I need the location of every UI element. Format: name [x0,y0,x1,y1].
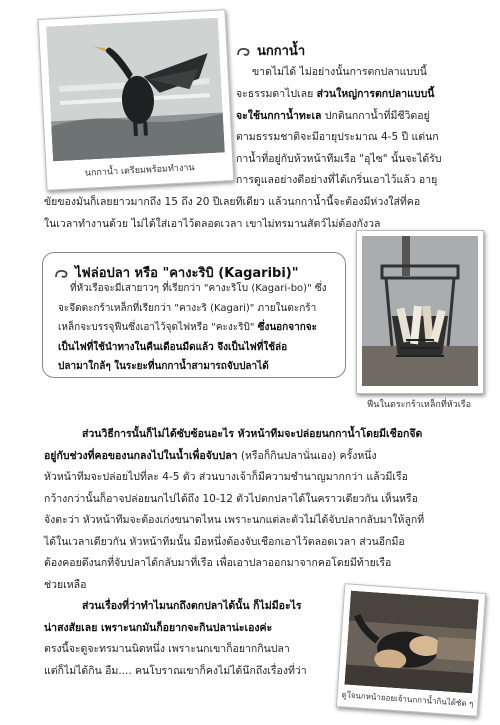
section-heading-kagaribi: ไฟล่อปลา หรือ "คางะริบิ (Kagaribi)" [54,262,299,283]
basket-photo [356,230,484,394]
hands-image [344,591,478,694]
section3-text: ส่วนวิธีการนั้นก็ไม่ได้ซับซ้อนอะไร หัวหน้าทีมจะปล่อยนกกาน้ำโดยมีเชือกจึด อยู่กับช่วงที่คอของนกลงไปในน้ำเพื่อจับปลา (หรือก็กินปลานั่นเอง) ครั้งหนึ่ง หัวหน้าทีมจะปล่อยไปที่ละ 4-5 ตัว ส่วนบางเจ้าก็มีความชำนาญมากกว่า แล้วมีเรือ กว้างกว่านั้นก็อาจปล่อยนกไปได้ถึง 10-12 ตัวไปตกปลาได้ในคราวเดียวกัน เห็นหรือ จังตะว่า หัวหน้าทีมจะต้องเก่งขนาดไหน เพราะนกแต่ละตัวไม่ได้จับปลากลับมาให้ลูกที่ ได้ในเวลาเดียวกัน หัวหน้าทีมนั้น มือหนึ่งต้องจับเชือกเอาไว้ตลอดเวลา ส่วนอีกมือ ต้องคอยดึงนกที่จับปลาได้กลับมาที่เรือ เพื่อเอาปลาออกมาจากคอโดยมีท้ายเรือ ช่วยเหลือ [44,428,425,591]
hands-photo [336,583,486,717]
section1-text-right: ขาดไม่ได้ ไม่อย่างนั้นการตกปลาแบบนี้ [252,66,427,78]
basket-image [362,236,478,386]
cormorant-caption: นกกาน้ำ เตรียมพร้อมทำงาน [84,163,195,179]
swirl-icon [54,268,72,280]
hands-caption: ดูใจนกหน้ายอยเจ้านกกาน้ำกินได้ชัด ๆ [341,690,474,709]
section1-text-full: ขัยของมันก็เลยยาวมากถึง 15 ถึง 20 ปีเลยทีเดียว แล้วนกกาน้ำนี้จะต้องมีห่วงใส่ที่คอ ในเวลาทำงานด้วย ไม่ได้ใส่เอาไว้ตลอดเวลา เขาไม่ทรมานสัตว์ไม่ต้องกังวล [44,196,421,230]
cormorant-image [46,18,225,162]
section2-text: ที่หัวเรือจะมีเสายาวๆ ที่เรียกว่า "คางะริโบ (Kagari-bo)" ซึ่ง จะจึดตะกร้าเหล็กที่เรียกว่า "คางะริ (Kagari)" ภายในตะกร้า เหล็กจะบรรจุฟืนซึ่งเอาไว้จุดไฟหรือ "คะงะริบิ" ซึ่งนอกจากจะ เป็นไฟที่ใช้นำทางในคืนเดือนมืดแล้ว จึงเป็นไฟที่ใช้ล่อ ปลามาใกล้ๆ ในระยะที่นกกาน้ำสามารถจับปลาได้ [58,283,327,372]
section1-text-right-2: จะธรรมดาไปเลย ส่วนใหญ่การตกปลาแบบนี้ จะใช้นกกาน้ำทะเล ปกตินกกาน้ำที่มีชีวิตอยู่ ตามธรรมชาติจะมีอายุประมาณ 4-5 ปี แต่นก กาน้ำที่อยู่กับห้วหน้าทีมเรือ "อุไซ" นั้นจะได้รับ การดูแลอย่างดีอย่างที่ได้เกริ่นเอาไว้แล้ว อายุ [236,88,442,186]
swirl-icon [236,46,254,58]
section4-text: ส่วนเรื่องที่ว่าทำไมนกถึงตกปลาได้นั้น ก็ไม่มีอะไร น่าสงสัยเลย เพราะนกมันก็อยากจะกินปลาน่ะเองค่ะ ตรงนี้จะดูจะทรมานนิดหนึ่ง เพราะนกเขาก็อยากกินปลา แต่ก็ไม่ได้กิน อืม.... คนโบราณเขาก็คงไม่ได้นึกถึงเรื่องที่ว่า [44,600,307,677]
cormorant-photo [38,9,235,191]
basket-caption: ฟืนในตระกร้าเหล็กที่หัวเรือ [366,400,472,410]
section-heading-cormorant: นกกาน้ำ [236,40,305,61]
